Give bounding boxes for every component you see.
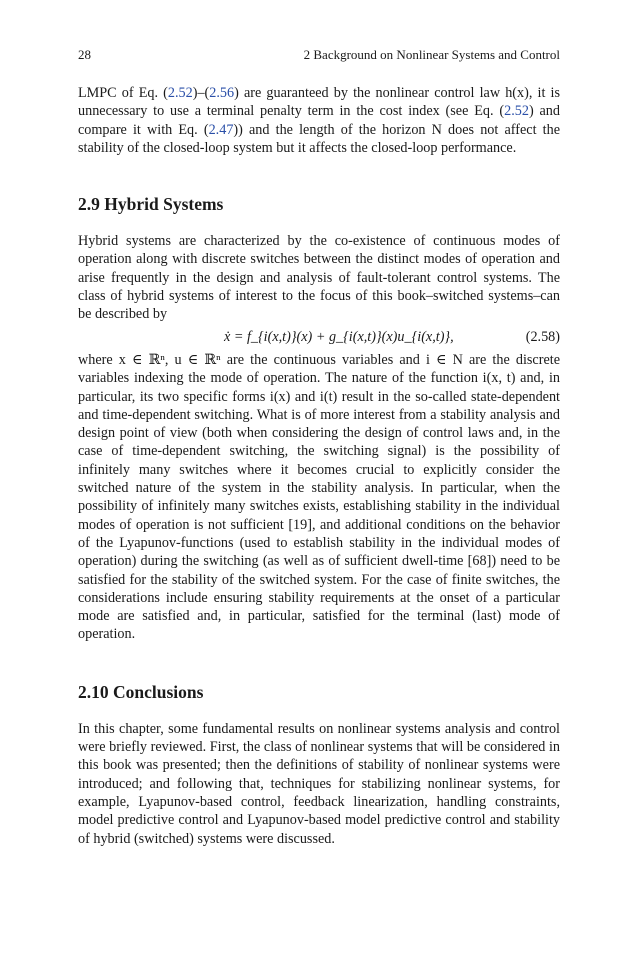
equation-formula: ẋ = f_{i(x,t)}(x) + g_{i(x,t)}(x)u_{i(x,t)}, [224,328,454,345]
equation-number: (2.58) [525,328,560,345]
section-heading-conclusions: 2.10 Conclusions [78,681,204,702]
page-number: 28 [78,47,91,62]
section-heading-hybrid-systems: 2.9 Hybrid Systems [78,194,224,215]
intro-paragraph: LMPC of Eq. (2.52)–(2.56) are guaranteed by the nonlinear control law h(x), it is unnecessary to use a terminal penalty term in the cost index (see Eq. (2.52) and compare it with Eq. (2.47)) and the length of the horizon N does not affect the stability of the closed-loop system but it affects the closed-loop performance. [78,85,560,156]
conclusions-paragraph: In this chapter, some fundamental results on nonlinear systems analysis and control were briefly reviewed. First, the class of nonlinear systems that will be considered in this book was presented; then the definitions of stability of nonlinear systems were introduced; and following that, techniques for stabilizing nonlinear systems, for example, Lyapunov-based control, feedback linearization, handling constraints, model predictive control and Lyapunov-based model predictive control and stability of hybrid (switched) systems were discussed. [78,720,560,847]
equation-2-58 [78,328,560,346]
running-title: 2 Background on Nonlinear Systems and Control [303,47,560,62]
eq-ref-link[interactable]: 2.56 [209,85,235,101]
hybrid-paragraph-2: where x ∈ ℝⁿ, u ∈ ℝⁿ are the continuous variables and i ∈ N are the discrete variables indexing the mode of operation. The nature of the function i(x, t) and, in particular, its two specific forms i(x) and i(t) result in the so-called state-dependent and time-dependent switching. What is of more interest from a stability analysis and design point of view (both when considering the design of control laws and, in the case of time-dependent switching, the switching signal) is the possibility of infinitely many switches where it becomes crucial to explicitly consider the switched nature of the system in the stability analysis. In particular, when the possibility of infinitely many switches exists, establishing stability in the individual modes of operation is not sufficient [19], and additional conditions on the behavior of the Lyapunov-functions (used to establish stability in the individual modes of operation) during the switching (as well as of sufficient dwell-time [68]) need to be satisfied for the stability of the switched system. For the case of finite switches, the considerations include ensuring stability requirements at the onset of a particular mode are satisfied and, in particular, satisfied for the terminal (last) mode of operation. [78,351,560,643]
running-header [78,47,560,63]
eq-ref-link[interactable]: 2.52 [504,103,529,120]
eq-ref-link[interactable]: 2.47 [208,121,234,138]
hybrid-paragraph-1: Hybrid systems are characterized by the co-existence of continuous modes of operation along with discrete switches between the distinct modes of operation and arise frequently in the design and analysis of fault-tolerant control systems. The class of hybrid systems of interest to the focus of this book–switched systems–can be described by [78,233,560,323]
page-body [78,84,560,848]
eq-ref-link[interactable]: 2.52 [167,85,193,101]
